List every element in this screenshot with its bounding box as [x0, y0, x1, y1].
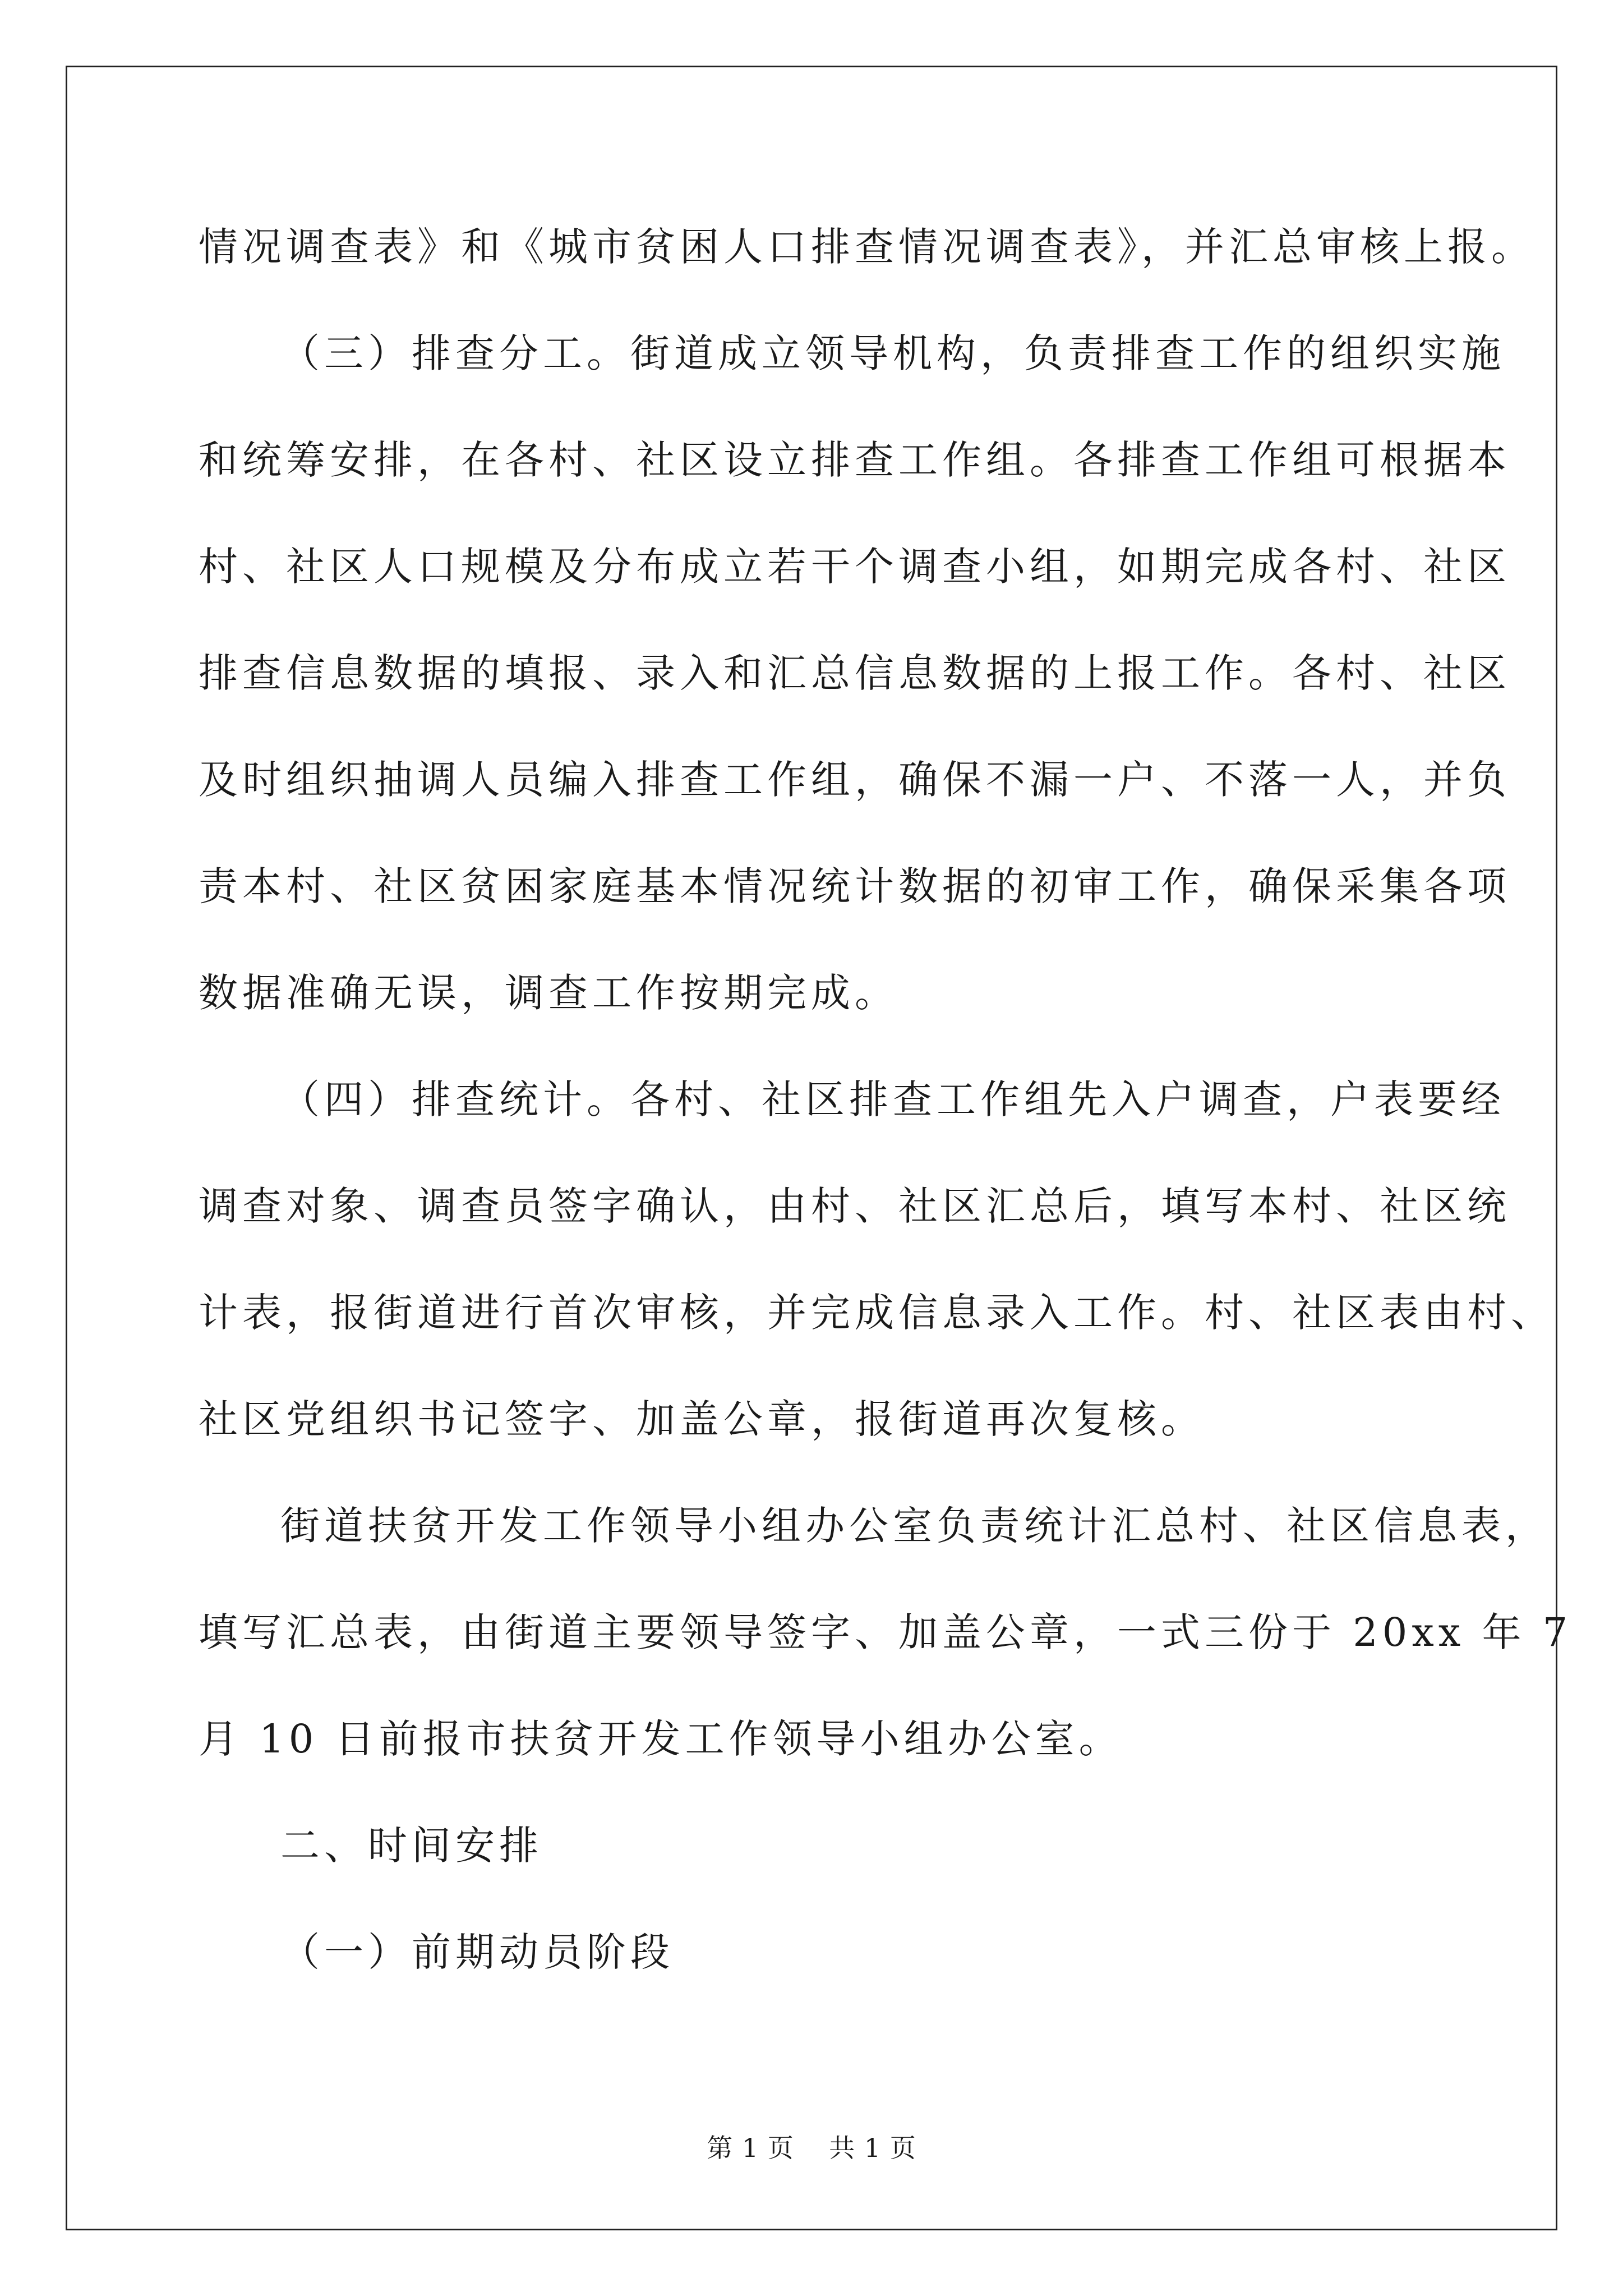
- paragraph-line: 街道扶贫开发工作领导小组办公室负责统计汇总村、社区信息表，: [280, 1503, 1549, 1549]
- paragraph-line: 月 10 日前报市扶贫开发工作领导小组办公室。: [199, 1716, 1123, 1762]
- paragraph-line: 排查信息数据的填报、录入和汇总信息数据的上报工作。各村、社区: [199, 650, 1511, 696]
- page-footer: [0, 2135, 1623, 2161]
- paragraph-line: 和统筹安排，在各村、社区设立排查工作组。各排查工作组可根据本: [199, 437, 1511, 483]
- paragraph-line: 社区党组织书记签字、加盖公章，报街道再次复核。: [199, 1396, 1205, 1442]
- page-frame: [66, 66, 1557, 2230]
- paragraph-line: 及时组织抽调人员编入排查工作组，确保不漏一户、不落一人，并负: [199, 757, 1511, 803]
- paragraph-line: （三）排查分工。街道成立领导机构，负责排查工作的组织实施: [280, 330, 1505, 376]
- paragraph-line: 责本村、社区贫困家庭基本情况统计数据的初审工作，确保采集各项: [199, 863, 1511, 909]
- subsection-heading: （一）前期动员阶段: [280, 1929, 674, 1975]
- paragraph-line: 计表，报街道进行首次审核，并完成信息录入工作。村、社区表由村、: [199, 1290, 1555, 1336]
- paragraph-line: 情况调查表》和《城市贫困人口排查情况调查表》，并汇总审核上报。: [199, 224, 1535, 270]
- paragraph-line: 调查对象、调查员签字确认，由村、社区汇总后，填写本村、社区统: [199, 1183, 1511, 1229]
- paragraph-line: 填写汇总表，由街道主要领导签字、加盖公章，一式三份于 20xx 年 7: [199, 1609, 1573, 1655]
- section-heading: 二、时间安排: [280, 1823, 543, 1869]
- paragraph-line: 数据准确无误，调查工作按期完成。: [199, 970, 898, 1016]
- page-number: 第 1 页 共 1 页: [707, 2133, 916, 2163]
- paragraph-line: （四）排查统计。各村、社区排查工作组先入户调查，户表要经: [280, 1076, 1505, 1122]
- paragraph-line: 村、社区人口规模及分布成立若干个调查小组，如期完成各村、社区: [199, 544, 1511, 590]
